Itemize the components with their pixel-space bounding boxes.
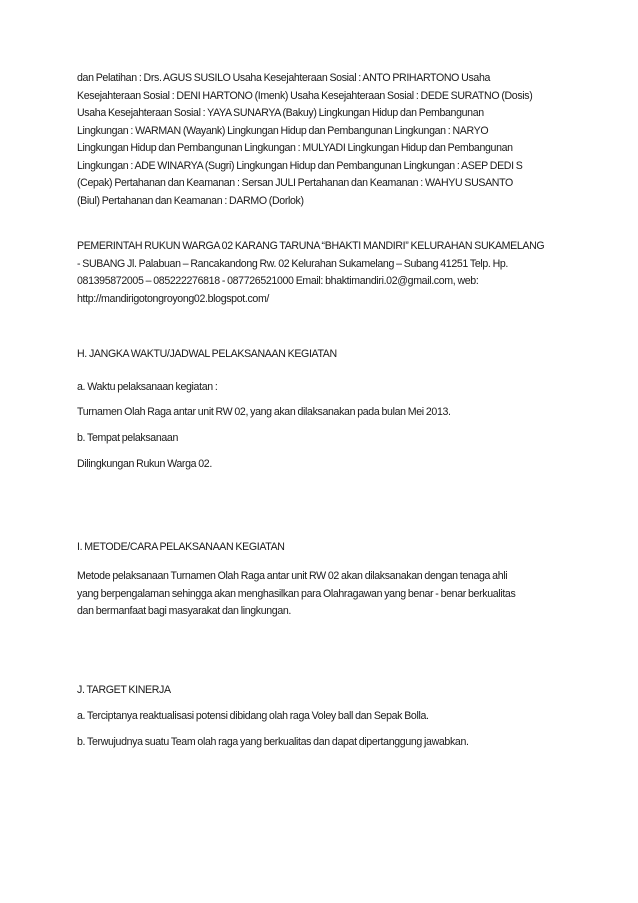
- section-h-item-b-text: Dilingkungan Rukun Warga 02.: [77, 458, 212, 470]
- committee-line: Lingkungan Hidup dan Pembangunan Lingkungan : MULYADI Lingkungan Hidup dan Pembangunan: [77, 142, 513, 154]
- section-i-line: dan bermanfaat bagi masyarakat dan lingkungan.: [77, 605, 292, 617]
- committee-line: (Biul) Pertahanan dan Keamanan : DARMO (Dorlok): [77, 194, 304, 207]
- letterhead: [77, 238, 563, 308]
- section-j-item-a: a. Terciptanya reaktualisasi potensi dibidang olah raga Voley ball dan Sepak Bolla.: [77, 710, 429, 722]
- section-h-item-a-text: Turnamen Olah Raga antar unit RW 02, yang akan dilaksanakan pada bulan Mei 2013.: [77, 406, 451, 418]
- letterhead-line: - SUBANG Jl. Palabuan – Rancakandong Rw. 02 Kelurahan Sukamelang – Subang 41251 Telp. Hp.: [77, 257, 509, 270]
- committee-line: Lingkungan : WARMAN (Wayank) Lingkungan Hidup dan Pembangunan Lingkungan : NARYO: [77, 124, 489, 137]
- section-i-line: Metode pelaksanaan Turnamen Olah Raga antar unit RW 02 akan dilaksanakan dengan tenaga ahli: [77, 570, 508, 582]
- section-i-line: yang berpengalaman sehingga akan menghasilkan para Olahragawan yang benar - benar berkualitas: [77, 587, 516, 600]
- committee-line: Lingkungan : ADE WINARYA (Sugri) Lingkungan Hidup dan Pembangunan Lingkungan : ASEP DEDI S: [77, 159, 523, 172]
- letterhead-line: PEMERINTAH RUKUN WARGA 02 KARANG TARUNA “BHAKTI MANDIRI” KELURAHAN SUKAMELANG: [77, 240, 545, 252]
- letterhead-line: 081395872005 – 085222276818 - 087726521000 Email: bhaktimandiri.02@gmail.com, web:: [77, 275, 479, 287]
- section-h-item-b-label: b. Tempat pelaksanaan: [77, 432, 179, 444]
- section-i-paragraph: [77, 568, 563, 621]
- section-j-item-b: b. Terwujudnya suatu Team olah raga yang berkualitas dan dapat dipertanggung jawabkan.: [77, 736, 469, 748]
- committee-paragraph: [77, 70, 563, 210]
- committee-line: dan Pelatihan : Drs. AGUS SUSILO Usaha Kesejahteraan Sosial : ANTO PRIHARTONO Usaha: [77, 72, 491, 84]
- committee-line: Kesejahteraan Sosial : DENI HARTONO (Imenk) Usaha Kesejahteraan Sosial : DEDE SURATNO (Dosis): [77, 89, 533, 102]
- section-i-heading: I. METODE/CARA PELAKSANAAN KEGIATAN: [77, 541, 285, 553]
- section-h-item-a-label: a. Waktu pelaksanaan kegiatan :: [77, 381, 218, 393]
- committee-line: (Cepak) Pertahanan dan Keamanan : Sersan JULI Pertahanan dan Keamanan : WAHYU SUSANTO: [77, 177, 513, 189]
- section-h-heading: H. JANGKA WAKTU/JADWAL PELAKSANAAN KEGIATAN: [77, 348, 337, 360]
- section-j-heading: J. TARGET KINERJA: [77, 684, 171, 696]
- committee-line: Usaha Kesejahteraan Sosial : YAYA SUNARYA (Bakuy) Lingkungan Hidup dan Pembangunan: [77, 107, 484, 119]
- letterhead-line: http://mandirigotongroyong02.blogspot.com/: [77, 292, 270, 305]
